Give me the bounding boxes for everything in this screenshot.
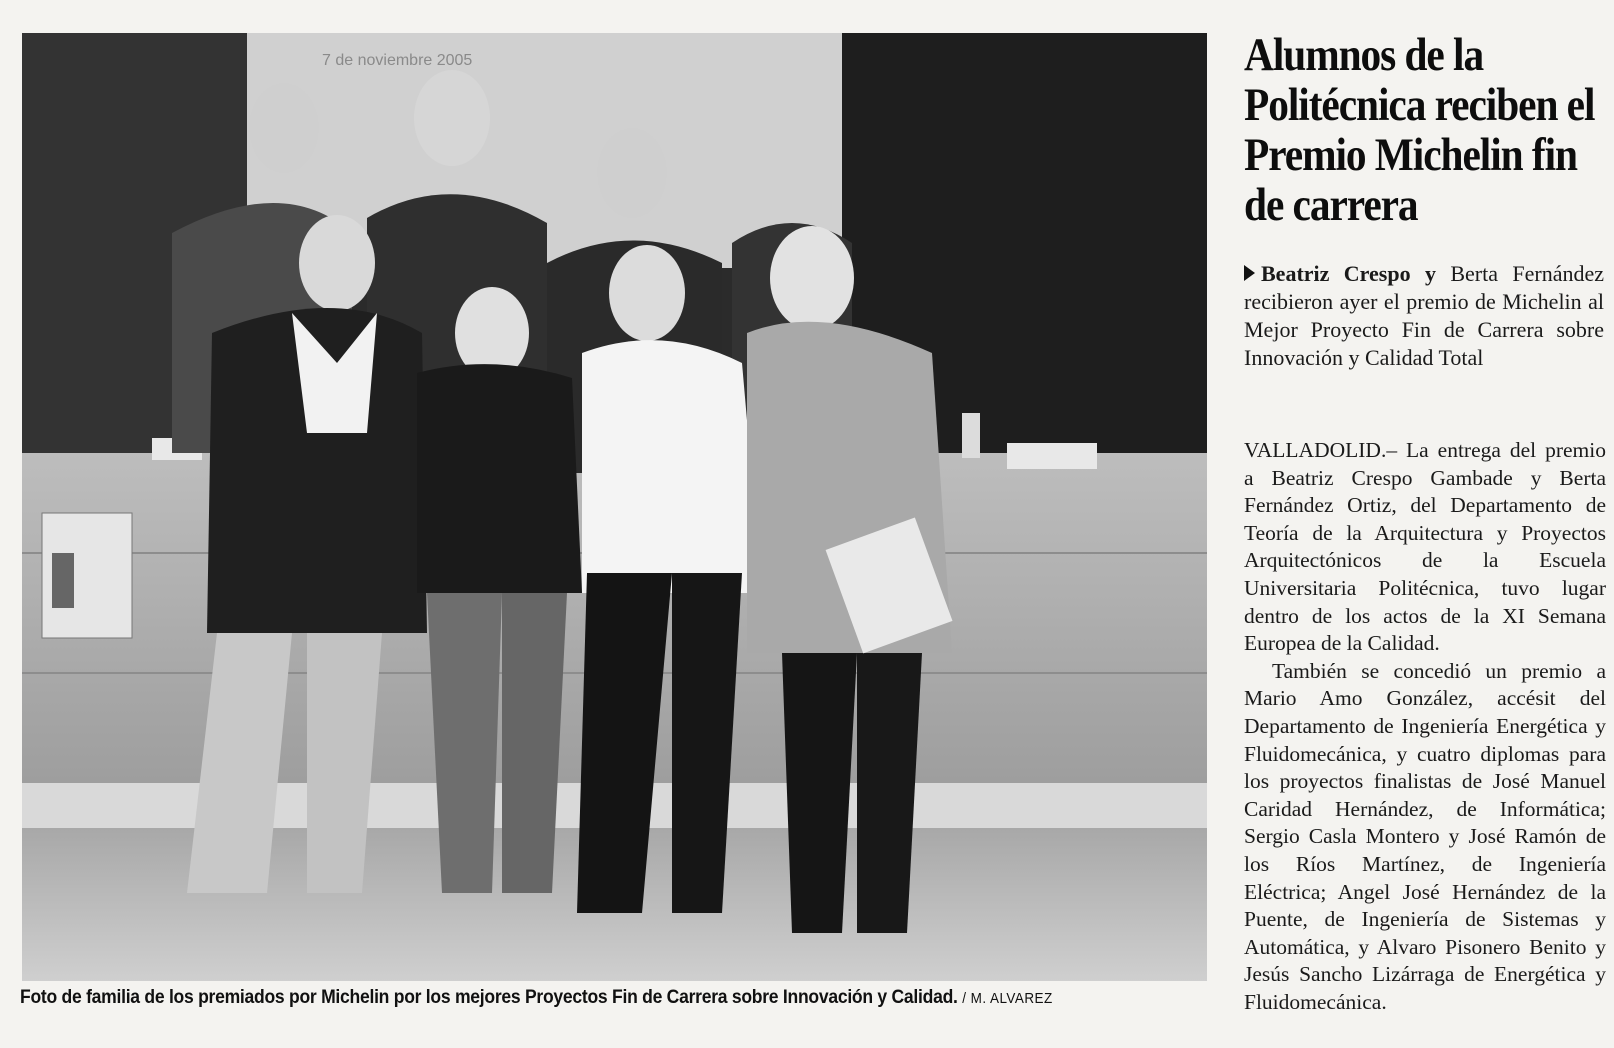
article bbox=[1244, 29, 1614, 1014]
news-photo bbox=[22, 33, 1207, 981]
triangle-bullet-icon bbox=[1244, 265, 1255, 281]
banner-text: 7 de noviembre 2005 bbox=[322, 52, 473, 69]
article-body bbox=[1244, 437, 1606, 1016]
lead-bold: Beatriz Crespo y bbox=[1261, 261, 1436, 286]
caption-text: Foto de familia de los premiados por Michelin por los mejores Proyectos Fin de Carrera sobre Innovación y Calidad. bbox=[20, 986, 958, 1008]
lead-text: Berta Fernández recibieron ayer el premio de Michelin al Mejor Proyecto Fin de Carrera sobre Innovación y Calidad Total bbox=[1244, 261, 1604, 370]
group-photo-illustration bbox=[22, 33, 1207, 981]
photo-credit: / M. ALVAREZ bbox=[962, 990, 1053, 1007]
water-bottle bbox=[962, 413, 980, 458]
body-paragraph: VALLADOLID.– La entrega del premio a Beatriz Crespo Gambade y Berta Fernández Ortiz, del Departamento de Teoría de la Arquitectura y Proyectos Arquitectónicos de la Escuela Universitaria Politécnica, tuvo lugar dentro de los actos de la XI Semana Europea de la Calidad. bbox=[1244, 438, 1606, 656]
photo-caption bbox=[20, 986, 1100, 1009]
name-plate bbox=[1007, 443, 1097, 469]
body-paragraph: También se concedió un premio a Mario Amo González, accésit del Departamento de Ingeniería Energética y Fluidomecánica, y cuatro diplomas para los proyectos finalistas de José Manuel Caridad Hernández, de Informática; Sergio Casla Montero y José Ramón de los Ríos Martínez, de Ingeniería Eléctrica; Angel José Hernández de la Puente, de Ingeniería de Sistemas y Automática, y Alvaro Pisonero Benito y Jesús Sancho Lizárraga de Energética y Fluidomecánica. bbox=[1244, 658, 1606, 1014]
headline: Alumnos de la Politécnica reciben el Premio Michelin fin de carrera bbox=[1244, 29, 1595, 231]
lead-paragraph bbox=[1244, 260, 1604, 372]
